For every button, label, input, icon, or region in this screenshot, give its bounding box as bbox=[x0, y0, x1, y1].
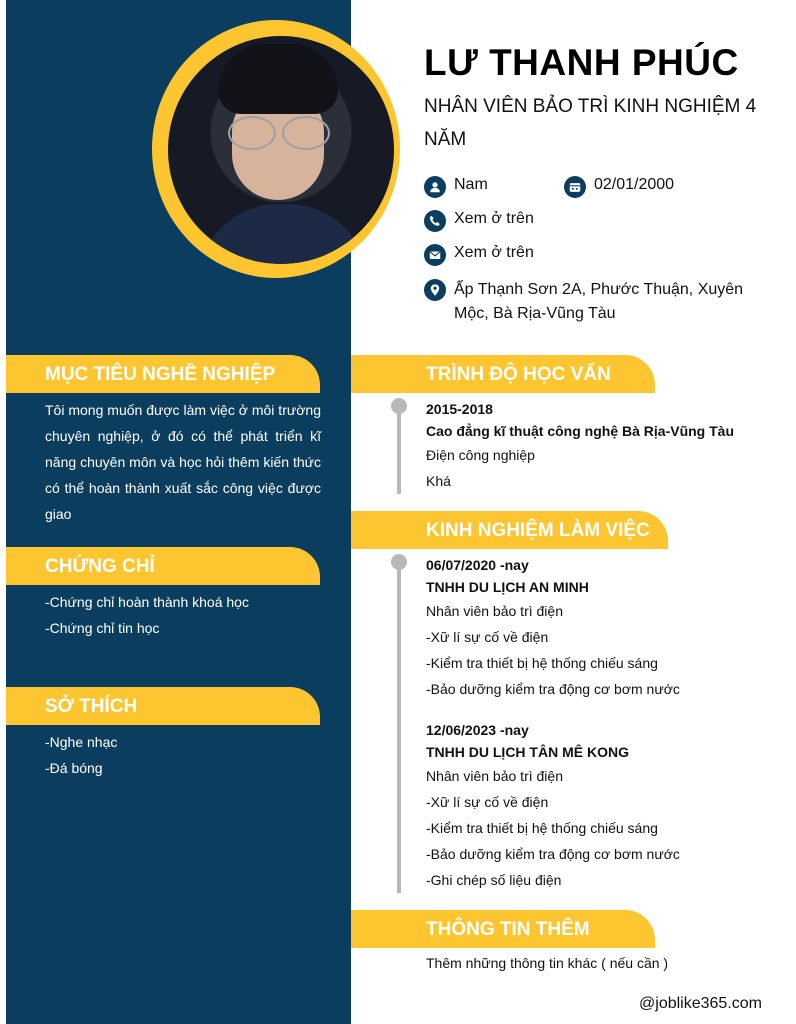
job-line: -Bảo dưỡng kiểm tra động cơ bơm nước bbox=[426, 681, 680, 697]
birthday-value: 02/01/2000 bbox=[594, 176, 675, 193]
mail-icon bbox=[424, 244, 446, 266]
job-title: NHÂN VIÊN BẢO TRÌ KINH NGHIỆM 4 NĂM bbox=[424, 96, 757, 150]
job-line: -Ghi chép số liệu điện bbox=[426, 872, 562, 888]
address-row bbox=[424, 278, 774, 326]
profile-photo bbox=[168, 36, 394, 264]
birthday-row bbox=[564, 176, 674, 198]
address-value: Ấp Thạnh Sơn 2A, Phước Thuận, Xuyên Mộc, Bà Rịa-Vũng Tàu bbox=[454, 281, 744, 322]
education-heading: TRÌNH ĐỘ HỌC VẤN bbox=[351, 355, 655, 393]
job-line: -Kiểm tra thiết bị hệ thống chiếu sáng bbox=[426, 655, 658, 671]
education-school: Cao đẳng kĩ thuật công nghệ Bà Rịa-Vũng Tàu bbox=[426, 423, 735, 439]
education-timeline bbox=[397, 404, 401, 494]
job-line: -Xữ lí sự cố về điện bbox=[426, 629, 549, 645]
experience-heading: KINH NGHIỆM LÀM VIỆC bbox=[351, 511, 668, 549]
job-line: -Xữ lí sự cố về điện bbox=[426, 794, 549, 810]
job-period: 12/06/2023 -nay bbox=[426, 722, 529, 738]
job-company: TNHH DU LỊCH TÂN MÊ KONG bbox=[426, 744, 629, 760]
list-item: -Đá bóng bbox=[45, 760, 103, 776]
email-row bbox=[424, 244, 534, 266]
goal-heading: MỤC TIÊU NGHỀ NGHIỆP bbox=[6, 355, 320, 393]
extra-info-text: Thêm những thông tin khác ( nếu cần ) bbox=[426, 955, 669, 971]
list-item: -Chứng chỉ tin học bbox=[45, 620, 160, 636]
goal-text: Tôi mong muốn được làm việc ở môi trường chuyên nghiệp, ở đó có thể phát triển kĩ năng chuyên môn và học hỏi thêm kiến thức có thể hoàn thành xuất sắc công việc được giao bbox=[45, 402, 321, 522]
certificates-list bbox=[45, 589, 249, 641]
job-line: Nhân viên bảo trì điện bbox=[426, 768, 563, 784]
extra-info-heading: THÔNG TIN THÊM bbox=[351, 910, 655, 948]
email-value: Xem ở trên bbox=[454, 244, 534, 261]
job-entry bbox=[426, 554, 680, 702]
education-entry bbox=[426, 398, 734, 494]
education-period: 2015-2018 bbox=[426, 401, 493, 417]
hobbies-heading: SỞ THÍCH bbox=[6, 687, 320, 725]
user-icon bbox=[424, 176, 446, 198]
hobbies-list bbox=[45, 729, 117, 781]
list-item: -Nghe nhạc bbox=[45, 734, 118, 750]
job-period: 06/07/2020 -nay bbox=[426, 557, 529, 573]
timeline-dot bbox=[391, 554, 407, 570]
list-item: -Chứng chỉ hoàn thành khoá học bbox=[45, 594, 249, 610]
certificates-heading: CHỨNG CHỈ bbox=[6, 547, 320, 585]
watermark-footer: @joblike365.com bbox=[639, 995, 762, 1012]
phone-row bbox=[424, 210, 534, 232]
education-grade: Khá bbox=[426, 473, 451, 489]
phone-value: Xem ở trên bbox=[454, 210, 534, 227]
job-line: -Kiểm tra thiết bị hệ thống chiếu sáng bbox=[426, 820, 658, 836]
gender-value: Nam bbox=[454, 176, 488, 193]
experience-timeline bbox=[397, 560, 401, 893]
timeline-dot bbox=[391, 398, 407, 414]
job-entry bbox=[426, 719, 680, 893]
job-company: TNHH DU LỊCH AN MINH bbox=[426, 579, 589, 595]
phone-icon bbox=[424, 210, 446, 232]
education-major: Điện công nghiệp bbox=[426, 447, 535, 463]
gender-row bbox=[424, 176, 488, 198]
candidate-name: LƯ THANH PHÚC bbox=[424, 42, 739, 83]
location-pin-icon bbox=[424, 279, 446, 301]
job-line: Nhân viên bảo trì điện bbox=[426, 603, 563, 619]
calendar-icon bbox=[564, 176, 586, 198]
job-line: -Bảo dưỡng kiểm tra động cơ bơm nước bbox=[426, 846, 680, 862]
